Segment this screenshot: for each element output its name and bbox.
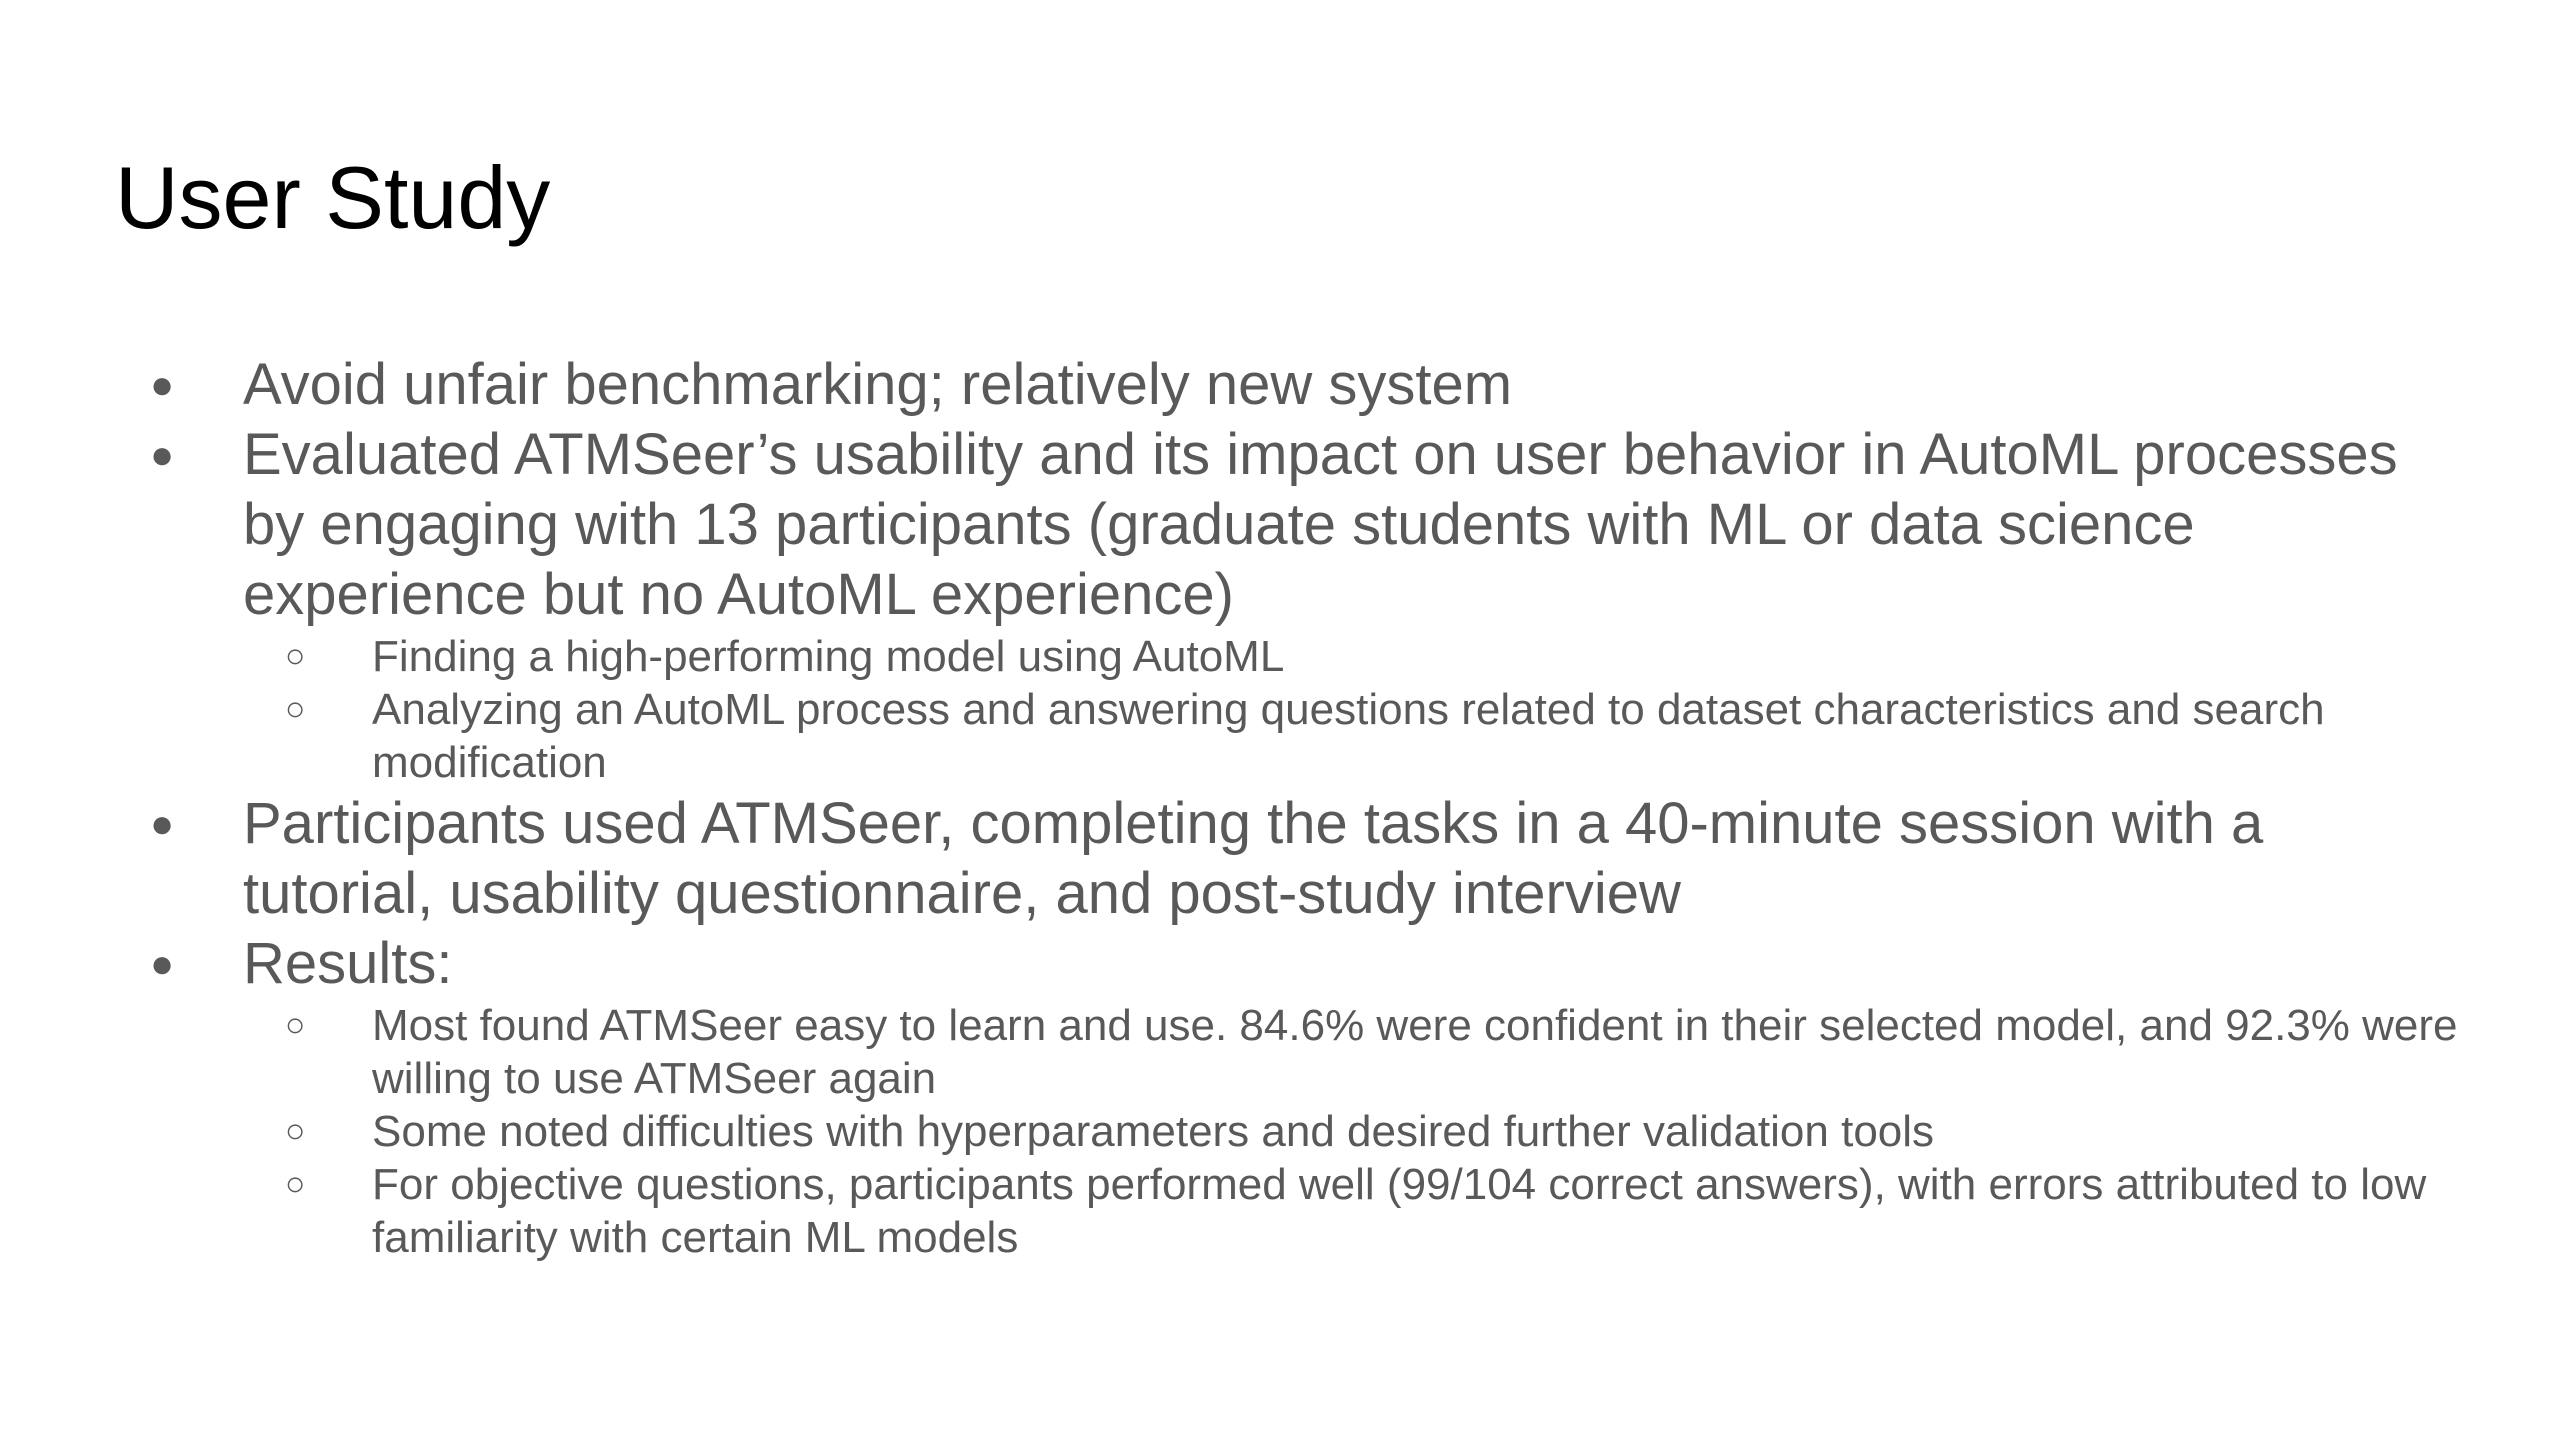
sub-bullet-text: Most found ATMSeer easy to learn and use. 84.6% were confident in their selected model, and 92.3% were willing to use ATMSeer again [372, 1001, 2458, 1103]
bullet-item [0, 350, 2560, 420]
bullet-text: Participants used ATMSeer, completing the tasks in a 40-minute session with a tutorial, usability questionnaire, and post-study interview [243, 791, 2264, 926]
bullet-dot-icon: ● [150, 433, 175, 477]
bullet-dot-icon: ● [150, 802, 175, 846]
sub-bullet-item [0, 999, 2560, 1105]
hollow-circle-icon: ○ [285, 1006, 306, 1044]
sub-bullet-text: For objective questions, participants performed well (99/104 correct answers), with errors attributed to low familiarity with certain ML models [372, 1160, 2427, 1262]
bullet-list [0, 350, 2560, 1264]
sub-bullet-list [0, 630, 2560, 789]
bullet-dot-icon: ● [150, 942, 175, 986]
sub-bullet-text: Finding a high-performing model using AutoML [372, 632, 1285, 681]
bullet-text: Results: [243, 931, 453, 996]
slide-title: User Study [115, 148, 551, 247]
bullet-dot-icon: ● [150, 363, 175, 407]
bullet-item [0, 929, 2560, 1264]
hollow-circle-icon: ○ [285, 690, 306, 728]
sub-bullet-item [0, 630, 2560, 683]
sub-bullet-text: Some noted difficulties with hyperparameters and desired further validation tools [372, 1107, 1935, 1156]
bullet-item [0, 420, 2560, 789]
sub-bullet-list [0, 999, 2560, 1264]
sub-bullet-item [0, 683, 2560, 789]
bullet-text: Evaluated ATMSeer’s usability and its impact on user behavior in AutoML processes by engaging with 13 participants (graduate students with ML or data science experience but no AutoML experience) [243, 422, 2398, 627]
sub-bullet-text: Analyzing an AutoML process and answering questions related to dataset characteristics and search modification [372, 685, 2325, 787]
sub-bullet-item [0, 1158, 2560, 1264]
hollow-circle-icon: ○ [285, 1165, 306, 1203]
sub-bullet-item [0, 1105, 2560, 1158]
bullet-item [0, 789, 2560, 929]
hollow-circle-icon: ○ [285, 1112, 306, 1150]
hollow-circle-icon: ○ [285, 637, 306, 675]
bullet-text: Avoid unfair benchmarking; relatively new system [243, 352, 1513, 417]
